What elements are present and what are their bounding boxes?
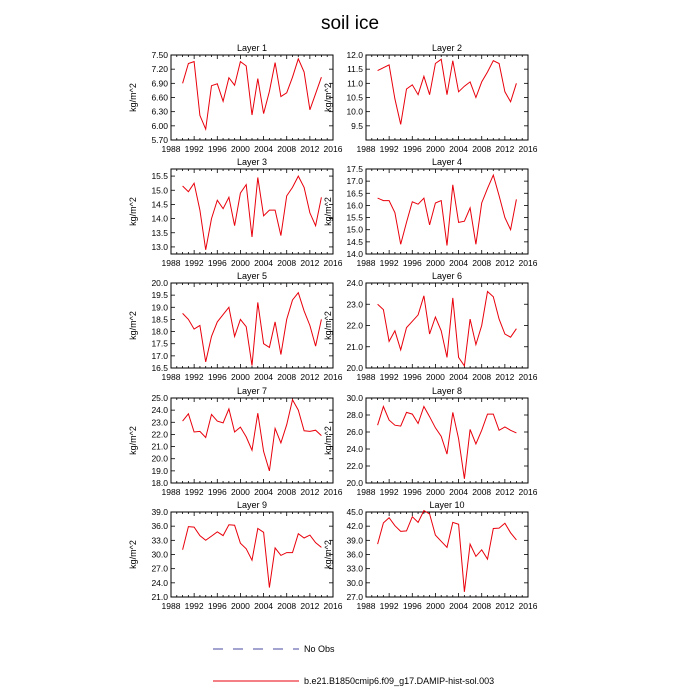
x-tick-label: 1992 [379, 487, 399, 497]
x-tick-label: 2008 [472, 144, 492, 154]
x-tick-label: 2012 [300, 144, 320, 154]
x-tick-label: 2000 [425, 144, 445, 154]
y-axis-label: kg/m^2 [323, 540, 333, 569]
panel-title: Layer 1 [236, 43, 268, 53]
y-tick-label: 39.0 [151, 507, 168, 517]
x-tick-label: 1988 [356, 144, 376, 154]
y-tick-label: 6.30 [151, 106, 168, 117]
y-tick-label: 23.0 [151, 417, 168, 428]
y-tick-label: 13.5 [151, 227, 168, 238]
y-tick-label: 22.0 [151, 429, 168, 440]
x-tick-label: 2000 [230, 487, 250, 497]
panel-title: Layer 7 [236, 386, 268, 396]
x-tick-label: 2004 [254, 372, 274, 382]
y-tick-label: 20.0 [151, 278, 168, 288]
y-axis-label: kg/m^2 [128, 426, 138, 455]
y-tick-label: 26.0 [346, 427, 363, 437]
y-tick-label: 17.0 [151, 350, 168, 361]
x-tick-label: 2016 [323, 144, 343, 154]
plot-frame [171, 55, 333, 140]
y-tick-label: 42.0 [346, 521, 363, 532]
x-tick-label: 2016 [323, 258, 343, 268]
y-tick-label: 19.0 [151, 465, 168, 476]
x-tick-label: 2008 [277, 258, 297, 268]
x-tick-label: 2008 [277, 487, 297, 497]
y-axis-label: kg/m^2 [128, 311, 138, 340]
series-line [378, 511, 517, 592]
y-tick-label: 19.0 [151, 302, 168, 313]
x-tick-label: 1996 [402, 258, 422, 268]
x-tick-label: 2000 [425, 601, 445, 611]
plot-frame [171, 283, 333, 368]
y-tick-label: 36.0 [151, 521, 168, 532]
y-tick-label: 16.5 [151, 363, 168, 373]
x-tick-label: 2000 [425, 487, 445, 497]
x-tick-label: 1988 [356, 487, 376, 497]
x-tick-label: 2004 [449, 258, 469, 268]
panel-title: Layer 5 [236, 271, 268, 281]
x-tick-label: 1988 [356, 601, 376, 611]
y-tick-label: 19.5 [151, 290, 168, 301]
panel-title: Layer 2 [431, 43, 463, 53]
plot-frame [366, 398, 528, 483]
x-tick-label: 1992 [379, 372, 399, 382]
y-tick-label: 24.0 [346, 278, 363, 288]
x-tick-label: 2012 [495, 601, 515, 611]
y-tick-label: 23.0 [346, 299, 363, 310]
x-tick-label: 2008 [277, 601, 297, 611]
y-tick-label: 11.5 [347, 64, 363, 75]
x-tick-label: 2012 [300, 487, 320, 497]
panel-title: Layer 6 [431, 271, 463, 281]
series-line [183, 293, 322, 366]
legend-model-label: b.e21.B1850cmip6.f09_g17.DAMIP-hist-sol.003 [304, 676, 495, 686]
y-tick-label: 13.0 [151, 241, 168, 252]
y-axis-label: kg/m^2 [323, 83, 333, 112]
x-tick-label: 1996 [402, 487, 422, 497]
plot-frame [171, 512, 333, 597]
x-tick-label: 1996 [207, 601, 227, 611]
x-tick-label: 2004 [254, 144, 274, 154]
x-tick-label: 2004 [254, 487, 274, 497]
x-tick-label: 1988 [161, 487, 181, 497]
x-tick-label: 2016 [518, 258, 538, 268]
panel-layer-2 [323, 43, 538, 154]
x-tick-label: 1992 [184, 487, 204, 497]
x-tick-label: 2000 [230, 258, 250, 268]
x-tick-label: 1992 [379, 144, 399, 154]
x-tick-label: 1992 [379, 601, 399, 611]
y-tick-label: 21.0 [151, 592, 168, 602]
x-tick-label: 2016 [323, 372, 343, 382]
x-tick-label: 1996 [207, 487, 227, 497]
series-line [378, 407, 517, 479]
x-tick-label: 1996 [207, 372, 227, 382]
y-tick-label: 39.0 [346, 535, 363, 546]
x-tick-label: 1996 [402, 144, 422, 154]
y-tick-label: 5.70 [151, 135, 168, 145]
panel-layer-6 [323, 271, 538, 382]
y-tick-label: 12.0 [346, 50, 363, 60]
x-tick-label: 2000 [230, 601, 250, 611]
y-tick-label: 45.0 [346, 507, 363, 517]
y-tick-label: 18.5 [151, 314, 168, 325]
y-tick-label: 27.0 [151, 563, 168, 574]
panel-layer-9 [128, 500, 343, 611]
y-tick-label: 15.5 [151, 171, 168, 182]
y-tick-label: 10.0 [346, 106, 363, 117]
y-tick-label: 14.5 [346, 236, 363, 247]
x-tick-label: 1988 [356, 372, 376, 382]
y-tick-label: 20.0 [346, 363, 363, 373]
y-tick-label: 33.0 [151, 535, 168, 546]
y-tick-label: 24.0 [151, 577, 168, 588]
series-line [378, 292, 517, 366]
y-tick-label: 22.0 [346, 320, 363, 331]
y-tick-label: 33.0 [346, 563, 363, 574]
y-tick-label: 20.0 [346, 478, 363, 488]
y-tick-label: 22.0 [346, 461, 363, 471]
x-tick-label: 2004 [449, 372, 469, 382]
y-tick-label: 6.60 [151, 92, 168, 103]
y-tick-label: 20.0 [151, 453, 168, 464]
x-tick-label: 2004 [449, 144, 469, 154]
panel-layer-5 [128, 271, 343, 382]
y-tick-label: 30.0 [151, 549, 168, 560]
y-axis-label: kg/m^2 [323, 311, 333, 340]
panel-layer-1 [128, 43, 343, 154]
x-tick-label: 1988 [161, 372, 181, 382]
x-tick-label: 1992 [184, 372, 204, 382]
y-tick-label: 24.0 [151, 405, 168, 416]
x-tick-label: 2012 [495, 487, 515, 497]
x-tick-label: 1992 [184, 144, 204, 154]
panel-layer-10 [323, 500, 538, 611]
legend-no-obs-label: No Obs [304, 644, 335, 654]
y-tick-label: 30.0 [346, 393, 363, 403]
x-tick-label: 2008 [472, 372, 492, 382]
y-axis-label: kg/m^2 [323, 197, 333, 226]
y-tick-label: 9.5 [351, 120, 363, 131]
y-tick-label: 25.0 [151, 393, 168, 403]
y-tick-label: 15.0 [151, 185, 168, 196]
panel-layer-7 [128, 386, 343, 497]
x-tick-label: 1988 [161, 601, 181, 611]
y-tick-label: 18.0 [151, 478, 168, 488]
y-axis-label: kg/m^2 [128, 197, 138, 226]
x-tick-label: 1996 [402, 372, 422, 382]
panel-layer-4 [323, 157, 538, 268]
x-tick-label: 2004 [254, 601, 274, 611]
y-tick-label: 28.0 [346, 410, 363, 420]
x-tick-label: 2008 [277, 372, 297, 382]
y-tick-label: 14.0 [346, 249, 363, 259]
panel-title: Layer 3 [236, 157, 268, 167]
y-tick-label: 17.5 [151, 338, 168, 349]
x-tick-label: 2012 [495, 144, 515, 154]
x-tick-label: 2016 [518, 601, 538, 611]
panels-group [128, 43, 538, 611]
y-tick-label: 14.5 [151, 199, 168, 210]
y-tick-label: 27.0 [346, 592, 363, 602]
plot-frame [366, 55, 528, 140]
y-tick-label: 17.5 [346, 164, 363, 174]
y-axis-label: kg/m^2 [323, 426, 333, 455]
x-tick-label: 2016 [323, 487, 343, 497]
x-tick-label: 1992 [184, 601, 204, 611]
y-tick-label: 16.5 [346, 188, 363, 199]
x-tick-label: 2012 [495, 372, 515, 382]
y-tick-label: 7.50 [151, 50, 168, 60]
x-tick-label: 2004 [449, 601, 469, 611]
x-tick-label: 2000 [230, 372, 250, 382]
x-tick-label: 2008 [277, 144, 297, 154]
plot-frame [171, 169, 333, 254]
y-tick-label: 11.0 [347, 78, 363, 89]
x-tick-label: 2012 [495, 258, 515, 268]
y-tick-label: 21.0 [151, 441, 168, 452]
legend [213, 644, 494, 686]
y-tick-label: 14.0 [151, 213, 168, 224]
y-tick-label: 24.0 [346, 444, 363, 454]
x-tick-label: 1992 [184, 258, 204, 268]
panel-title: Layer 10 [429, 500, 465, 510]
x-tick-label: 2008 [472, 258, 492, 268]
y-tick-label: 18.0 [151, 326, 168, 337]
y-tick-label: 30.0 [346, 577, 363, 588]
y-tick-label: 10.5 [346, 92, 363, 103]
series-line [183, 400, 322, 471]
x-tick-label: 1996 [402, 601, 422, 611]
series-line [183, 525, 322, 588]
panel-title: Layer 8 [431, 386, 463, 396]
series-line [183, 59, 322, 129]
y-tick-label: 6.90 [151, 78, 168, 89]
y-axis-label: kg/m^2 [128, 83, 138, 112]
panel-title: Layer 4 [431, 157, 463, 167]
y-tick-label: 6.00 [151, 120, 168, 131]
x-tick-label: 1988 [161, 258, 181, 268]
y-tick-label: 15.0 [346, 224, 363, 235]
x-tick-label: 1988 [161, 144, 181, 154]
series-line [378, 59, 517, 124]
panel-title: Layer 9 [236, 500, 268, 510]
y-tick-label: 36.0 [346, 549, 363, 560]
x-tick-label: 1988 [356, 258, 376, 268]
y-tick-label: 16.0 [346, 200, 363, 211]
series-line [378, 175, 517, 245]
x-tick-label: 2016 [518, 487, 538, 497]
panel-layer-3 [128, 157, 343, 268]
x-tick-label: 2012 [300, 258, 320, 268]
figure-title: soil ice [320, 13, 380, 34]
x-tick-label: 2016 [323, 601, 343, 611]
x-tick-label: 1996 [207, 144, 227, 154]
series-line [183, 176, 322, 250]
x-tick-label: 2004 [254, 258, 274, 268]
plot-frame [171, 398, 333, 483]
x-tick-label: 2008 [472, 487, 492, 497]
x-tick-label: 2000 [425, 258, 445, 268]
x-tick-label: 2004 [449, 487, 469, 497]
x-tick-label: 2000 [425, 372, 445, 382]
x-tick-label: 2008 [472, 601, 492, 611]
y-tick-label: 15.5 [346, 212, 363, 223]
y-tick-label: 7.20 [151, 64, 168, 75]
y-tick-label: 17.0 [346, 176, 363, 187]
x-tick-label: 2016 [518, 372, 538, 382]
x-tick-label: 2012 [300, 372, 320, 382]
x-tick-label: 1992 [379, 258, 399, 268]
x-tick-label: 1996 [207, 258, 227, 268]
panel-layer-8 [323, 386, 538, 497]
y-tick-label: 21.0 [346, 341, 363, 352]
x-tick-label: 2000 [230, 144, 250, 154]
x-tick-label: 2012 [300, 601, 320, 611]
y-axis-label: kg/m^2 [128, 540, 138, 569]
x-tick-label: 2016 [518, 144, 538, 154]
